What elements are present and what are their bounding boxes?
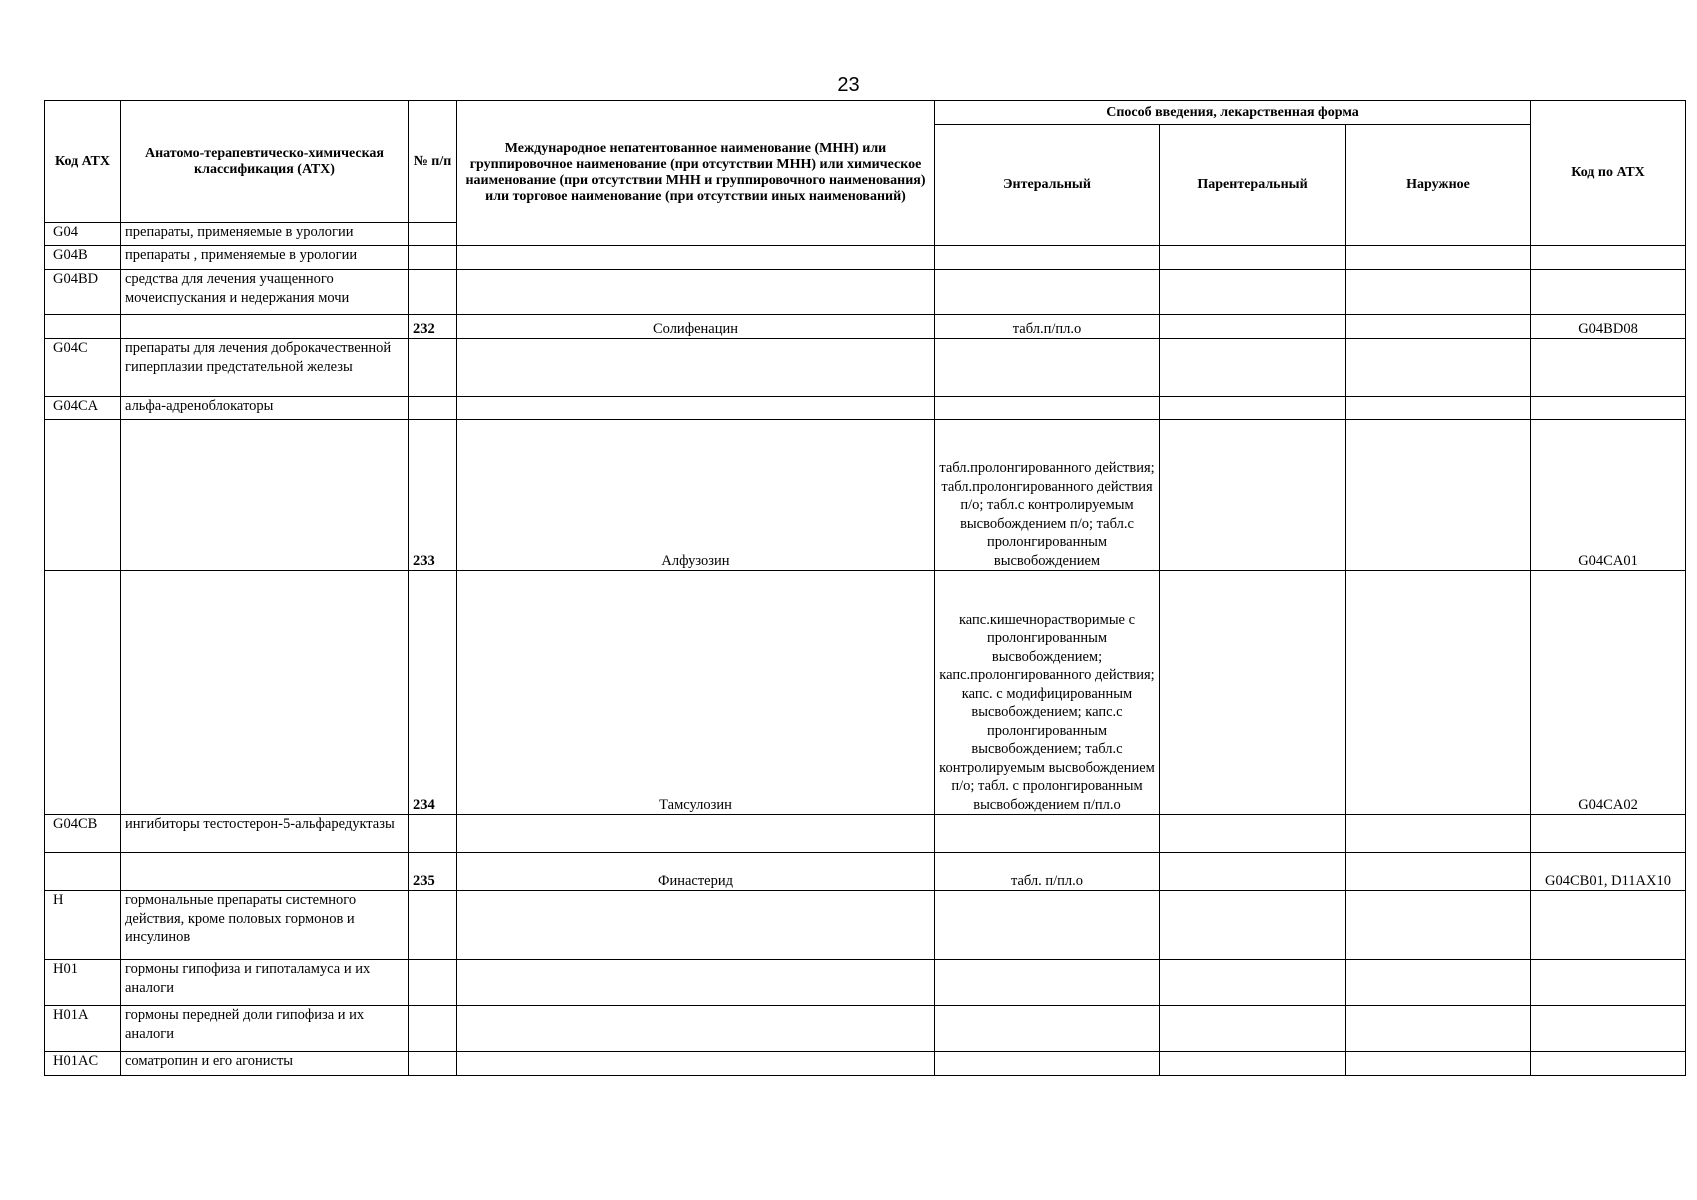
row-number (409, 891, 457, 960)
parenteral-form (1160, 1006, 1346, 1052)
enteral-form (935, 960, 1160, 1006)
atc-code (1531, 270, 1686, 315)
parenteral-form (1160, 853, 1346, 891)
external-form (1346, 960, 1531, 1006)
row-number (409, 223, 457, 246)
row-number (409, 815, 457, 853)
drug-name (457, 339, 935, 397)
atx-code: H01A (45, 1006, 121, 1052)
header-inn: Международное непатентованное наименование (МНН) или группировочное наименование (при отсутствии МНН) или химическое наименование (при отсутствии МНН и группировочного наименования) или торговое наименование (при отсутствии иных наименований) (457, 101, 935, 246)
atx-classification (121, 315, 409, 339)
table-row (45, 270, 1686, 315)
table-row (45, 397, 1686, 420)
external-form (1346, 246, 1531, 270)
atx-code (45, 315, 121, 339)
external-form (1346, 1006, 1531, 1052)
enteral-form (935, 1052, 1160, 1076)
atc-code (1531, 815, 1686, 853)
drug-name (457, 397, 935, 420)
atc-code: G04CB01, D11AX10 (1531, 853, 1686, 891)
atx-classification: препараты, применяемые в урологии (121, 223, 409, 246)
table-row (45, 1052, 1686, 1076)
external-form (1346, 1052, 1531, 1076)
parenteral-form (1160, 420, 1346, 571)
row-number (409, 339, 457, 397)
atx-classification: альфа-адреноблокаторы (121, 397, 409, 420)
atx-classification: препараты для лечения доброкачественной гиперплазии предстательной железы (121, 339, 409, 397)
row-number (409, 270, 457, 315)
atx-code: G04 (45, 223, 121, 246)
header-enteral: Энтеральный (935, 125, 1160, 246)
row-number: 234 (409, 571, 457, 815)
page-number: 23 (837, 74, 860, 96)
parenteral-form (1160, 960, 1346, 1006)
drug-name: Солифенацин (457, 315, 935, 339)
atx-classification (121, 571, 409, 815)
external-form (1346, 420, 1531, 571)
atx-code (45, 853, 121, 891)
atx-code: H01 (45, 960, 121, 1006)
header-parenteral: Парентеральный (1160, 125, 1346, 246)
table-row (45, 960, 1686, 1006)
table-row (45, 1006, 1686, 1052)
external-form (1346, 571, 1531, 815)
row-number (409, 397, 457, 420)
atc-code: G04CA01 (1531, 420, 1686, 571)
parenteral-form (1160, 315, 1346, 339)
drug-name: Тамсулозин (457, 571, 935, 815)
enteral-form (935, 270, 1160, 315)
parenteral-form (1160, 270, 1346, 315)
drug-name (457, 960, 935, 1006)
drug-name (457, 1052, 935, 1076)
drug-name: Финастерид (457, 853, 935, 891)
external-form (1346, 891, 1531, 960)
enteral-form (935, 891, 1160, 960)
row-number (409, 246, 457, 270)
external-form (1346, 397, 1531, 420)
parenteral-form (1160, 246, 1346, 270)
external-form (1346, 815, 1531, 853)
atc-code (1531, 246, 1686, 270)
table-row (45, 315, 1686, 339)
table-row (45, 339, 1686, 397)
external-form (1346, 270, 1531, 315)
atx-code: G04CA (45, 397, 121, 420)
parenteral-form (1160, 571, 1346, 815)
atx-classification: препараты , применяемые в урологии (121, 246, 409, 270)
enteral-form (935, 1006, 1160, 1052)
row-number: 233 (409, 420, 457, 571)
enteral-form (935, 246, 1160, 270)
atx-code: H (45, 891, 121, 960)
header-code-atc: Код АТХ (45, 101, 121, 223)
row-number (409, 1052, 457, 1076)
row-number: 232 (409, 315, 457, 339)
external-form (1346, 315, 1531, 339)
header-route-form: Способ введения, лекарственная форма (935, 101, 1531, 125)
atx-code: H01AC (45, 1052, 121, 1076)
table-row (45, 420, 1686, 571)
parenteral-form (1160, 891, 1346, 960)
table-body (45, 246, 1686, 1076)
atx-drug-table (44, 100, 1686, 1076)
enteral-form: капс.кишечнорастворимые с пролонгированным высвобождением; капс.пролонгированного действия; капс. с модифицированным высвобождением; капс.с пролонгированным высвобождением; табл.с контролируемым высвобождением п/о; табл. с пролонгированным высвобождением п/пл.о (935, 571, 1160, 815)
atc-code (1531, 960, 1686, 1006)
atx-code: G04CB (45, 815, 121, 853)
atc-code (1531, 397, 1686, 420)
enteral-form: табл. п/пл.о (935, 853, 1160, 891)
parenteral-form (1160, 397, 1346, 420)
atx-code (45, 420, 121, 571)
parenteral-form (1160, 1052, 1346, 1076)
atx-code: G04BD (45, 270, 121, 315)
drug-name (457, 246, 935, 270)
header-classification: Анатомо-терапевтическо-химическая классификация (АТХ) (121, 101, 409, 223)
atx-classification: соматропин и его агонисты (121, 1052, 409, 1076)
atc-code: G04BD08 (1531, 315, 1686, 339)
atx-classification: ингибиторы тестостерон-5-альфаредуктазы (121, 815, 409, 853)
drug-name (457, 815, 935, 853)
atc-code (1531, 1052, 1686, 1076)
atc-code (1531, 891, 1686, 960)
atx-classification: гормональные препараты системного действия, кроме половых гормонов и инсулинов (121, 891, 409, 960)
table-row (45, 853, 1686, 891)
atx-classification: гормоны передней доли гипофиза и их аналоги (121, 1006, 409, 1052)
row-number (409, 960, 457, 1006)
drug-name (457, 270, 935, 315)
atx-classification: средства для лечения учащенного мочеиспускания и недержания мочи (121, 270, 409, 315)
drug-name: Алфузозин (457, 420, 935, 571)
enteral-form (935, 397, 1160, 420)
external-form (1346, 339, 1531, 397)
parenteral-form (1160, 339, 1346, 397)
row-number: 235 (409, 853, 457, 891)
table-row (45, 815, 1686, 853)
atx-classification (121, 420, 409, 571)
atc-code (1531, 339, 1686, 397)
atx-code: G04B (45, 246, 121, 270)
enteral-form: табл.пролонгированного действия; табл.пролонгированного действия п/о; табл.с контролируемым высвобождением п/о; табл.с пролонгированным высвобождением (935, 420, 1160, 571)
enteral-form (935, 339, 1160, 397)
row-number (409, 1006, 457, 1052)
atx-classification (121, 853, 409, 891)
atc-code (1531, 1006, 1686, 1052)
drug-name (457, 891, 935, 960)
parenteral-form (1160, 815, 1346, 853)
table-row (45, 571, 1686, 815)
atx-code: G04C (45, 339, 121, 397)
header-external: Наружное (1346, 125, 1531, 246)
atx-classification: гормоны гипофиза и гипоталамуса и их аналоги (121, 960, 409, 1006)
header-atc-code: Код по АТХ (1531, 101, 1686, 246)
drug-name (457, 1006, 935, 1052)
table-row (45, 891, 1686, 960)
header-number: № п/п (409, 101, 457, 223)
enteral-form (935, 815, 1160, 853)
enteral-form: табл.п/пл.о (935, 315, 1160, 339)
atc-code: G04CA02 (1531, 571, 1686, 815)
atx-code (45, 571, 121, 815)
external-form (1346, 853, 1531, 891)
table-row (45, 246, 1686, 270)
